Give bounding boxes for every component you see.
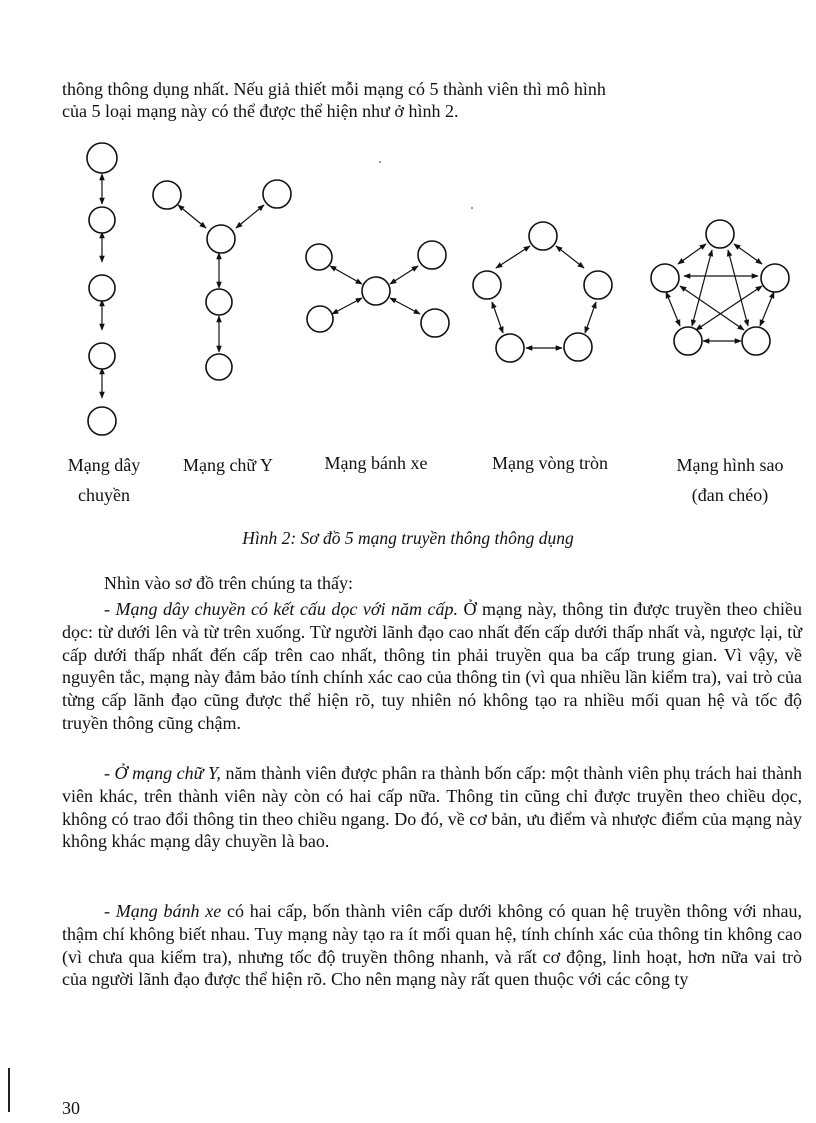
y-node — [206, 354, 232, 380]
star-node — [706, 220, 734, 248]
label-y — [163, 450, 293, 480]
star-node — [761, 264, 789, 292]
circle-edge — [492, 302, 503, 333]
wheel-edge — [330, 266, 362, 284]
star-node — [651, 264, 679, 292]
star-node — [742, 327, 770, 355]
star-edge — [678, 244, 706, 264]
observation-line: Nhìn vào sơ đồ trên chúng ta thấy: — [104, 573, 353, 593]
label-circle-line-1: Mạng vòng tròn — [492, 453, 608, 473]
y-node — [206, 289, 232, 315]
y-edge — [178, 205, 206, 228]
wheel-node — [307, 306, 333, 332]
star-network — [651, 220, 789, 355]
circle-node — [564, 333, 592, 361]
circle-network — [473, 222, 612, 362]
y-node — [207, 225, 235, 253]
paragraph-wheel-lead: - Mạng bánh xe — [104, 901, 222, 921]
y-node — [153, 181, 181, 209]
label-wheel-line-1: Mạng bánh xe — [324, 453, 428, 473]
scan-speck — [379, 161, 381, 163]
circle-node — [496, 334, 524, 362]
wheel-edge — [390, 298, 420, 314]
paragraph-chain — [62, 598, 802, 735]
label-wheel — [300, 448, 452, 478]
y-network — [153, 180, 291, 380]
circle-edge — [556, 246, 584, 268]
margin-rule — [8, 1068, 10, 1112]
wheel-node — [362, 277, 390, 305]
chain-node — [88, 407, 116, 435]
star-edge — [696, 286, 762, 330]
paragraph-chain-lead: - Mạng dây chuyền có kết cấu dọc với năm cấp. — [104, 599, 458, 619]
label-star-line-2: (đan chéo) — [691, 485, 769, 505]
page-number: 30 — [62, 1098, 80, 1118]
label-y-line-1: Mạng chữ Y — [182, 455, 274, 475]
intro-line-2: của 5 loại mạng này có thể được thể hiện như ở hình 2. — [62, 101, 459, 121]
paragraph-y-body: năm thành viên được phân ra thành bốn cấp: một thành viên phụ trách hai thành viên khác, trên thành viên này còn có hai cấp nữa. Thông tin cũng chỉ được truyền theo chiều dọc, không có trao đổi thông tin theo chiều ngang. Do đó, về cơ bản, ưu điểm và nhược điểm của mạng này không khác mạng dây chuyền là bao. — [62, 763, 802, 852]
star-edge — [734, 244, 762, 264]
circle-node — [529, 222, 557, 250]
star-edge — [666, 292, 680, 326]
circle-edge — [585, 302, 596, 333]
label-chain-line-2: chuyền — [78, 485, 130, 505]
paragraph-wheel — [62, 900, 802, 991]
circle-node — [473, 271, 501, 299]
label-chain — [50, 450, 158, 510]
star-edge — [728, 250, 748, 326]
chain-node — [89, 275, 115, 301]
wheel-node — [418, 241, 446, 269]
label-circle — [465, 448, 635, 478]
network-diagram — [0, 0, 816, 470]
wheel-node — [421, 309, 449, 337]
star-edge — [692, 250, 712, 326]
scan-speck — [471, 207, 473, 209]
wheel-network — [306, 241, 449, 337]
wheel-node — [306, 244, 332, 270]
figure-caption: Hình 2: Sơ đồ 5 mạng truyền thông thông dụng — [242, 528, 574, 548]
chain-node — [89, 207, 115, 233]
star-edge — [760, 292, 774, 326]
wheel-edge — [390, 266, 418, 284]
paragraph-chain-body: Ở mạng này, thông tin được truyền theo chiều dọc: từ dưới lên và từ trên xuống. Từ người lãnh đạo cao nhất đến cấp dưới thấp nhất và, ngược lại, từ cấp dưới thấp nhất đến cấp trên cao nhất, thông tin phải truyền qua ba cấp trung gian. Vì vậy, về nguyên tắc, mạng này đảm bảo tính chính xác cao của thông tin (vì qua nhiều lần kiểm tra), vai trò của từng cấp lãnh đạo cũng được thể hiện rõ, tuy nhiên nó không tạo ra nhiều mối quan hệ và tốc độ truyền thông cũng chậm. — [62, 599, 803, 733]
label-star — [655, 450, 805, 510]
star-edge — [680, 286, 744, 330]
label-chain-line-1: Mạng dây — [67, 455, 141, 475]
chain-network — [87, 143, 117, 435]
wheel-edge — [332, 298, 362, 314]
y-edge — [236, 205, 264, 228]
intro-line-1: thông thông dụng nhất. Nếu giả thiết mỗi mạng có 5 thành viên thì mô hình — [62, 79, 606, 99]
y-node — [263, 180, 291, 208]
star-node — [674, 327, 702, 355]
label-star-line-1: Mạng hình sao — [676, 455, 784, 475]
circle-node — [584, 271, 612, 299]
paragraph-y — [62, 762, 802, 853]
chain-node — [89, 343, 115, 369]
chain-node — [87, 143, 117, 173]
paragraph-y-lead: - Ở mạng chữ Y, — [104, 763, 221, 783]
paragraph-wheel-body: có hai cấp, bốn thành viên cấp dưới không có quan hệ truyền thông với nhau, thậm chí không biết nhau. Tuy mạng này tạo ra ít mối quan hệ, tính chính xác của thông tin không cao (vì chưa qua kiểm tra), nhưng tốc độ truyền thông nhanh, và rất cơ động, linh hoạt, hơn nữa vai trò của người lãnh đạo được thể hiện rõ. Cho nên mạng này rất quen thuộc với các công ty — [62, 901, 803, 990]
circle-edge — [496, 246, 530, 268]
